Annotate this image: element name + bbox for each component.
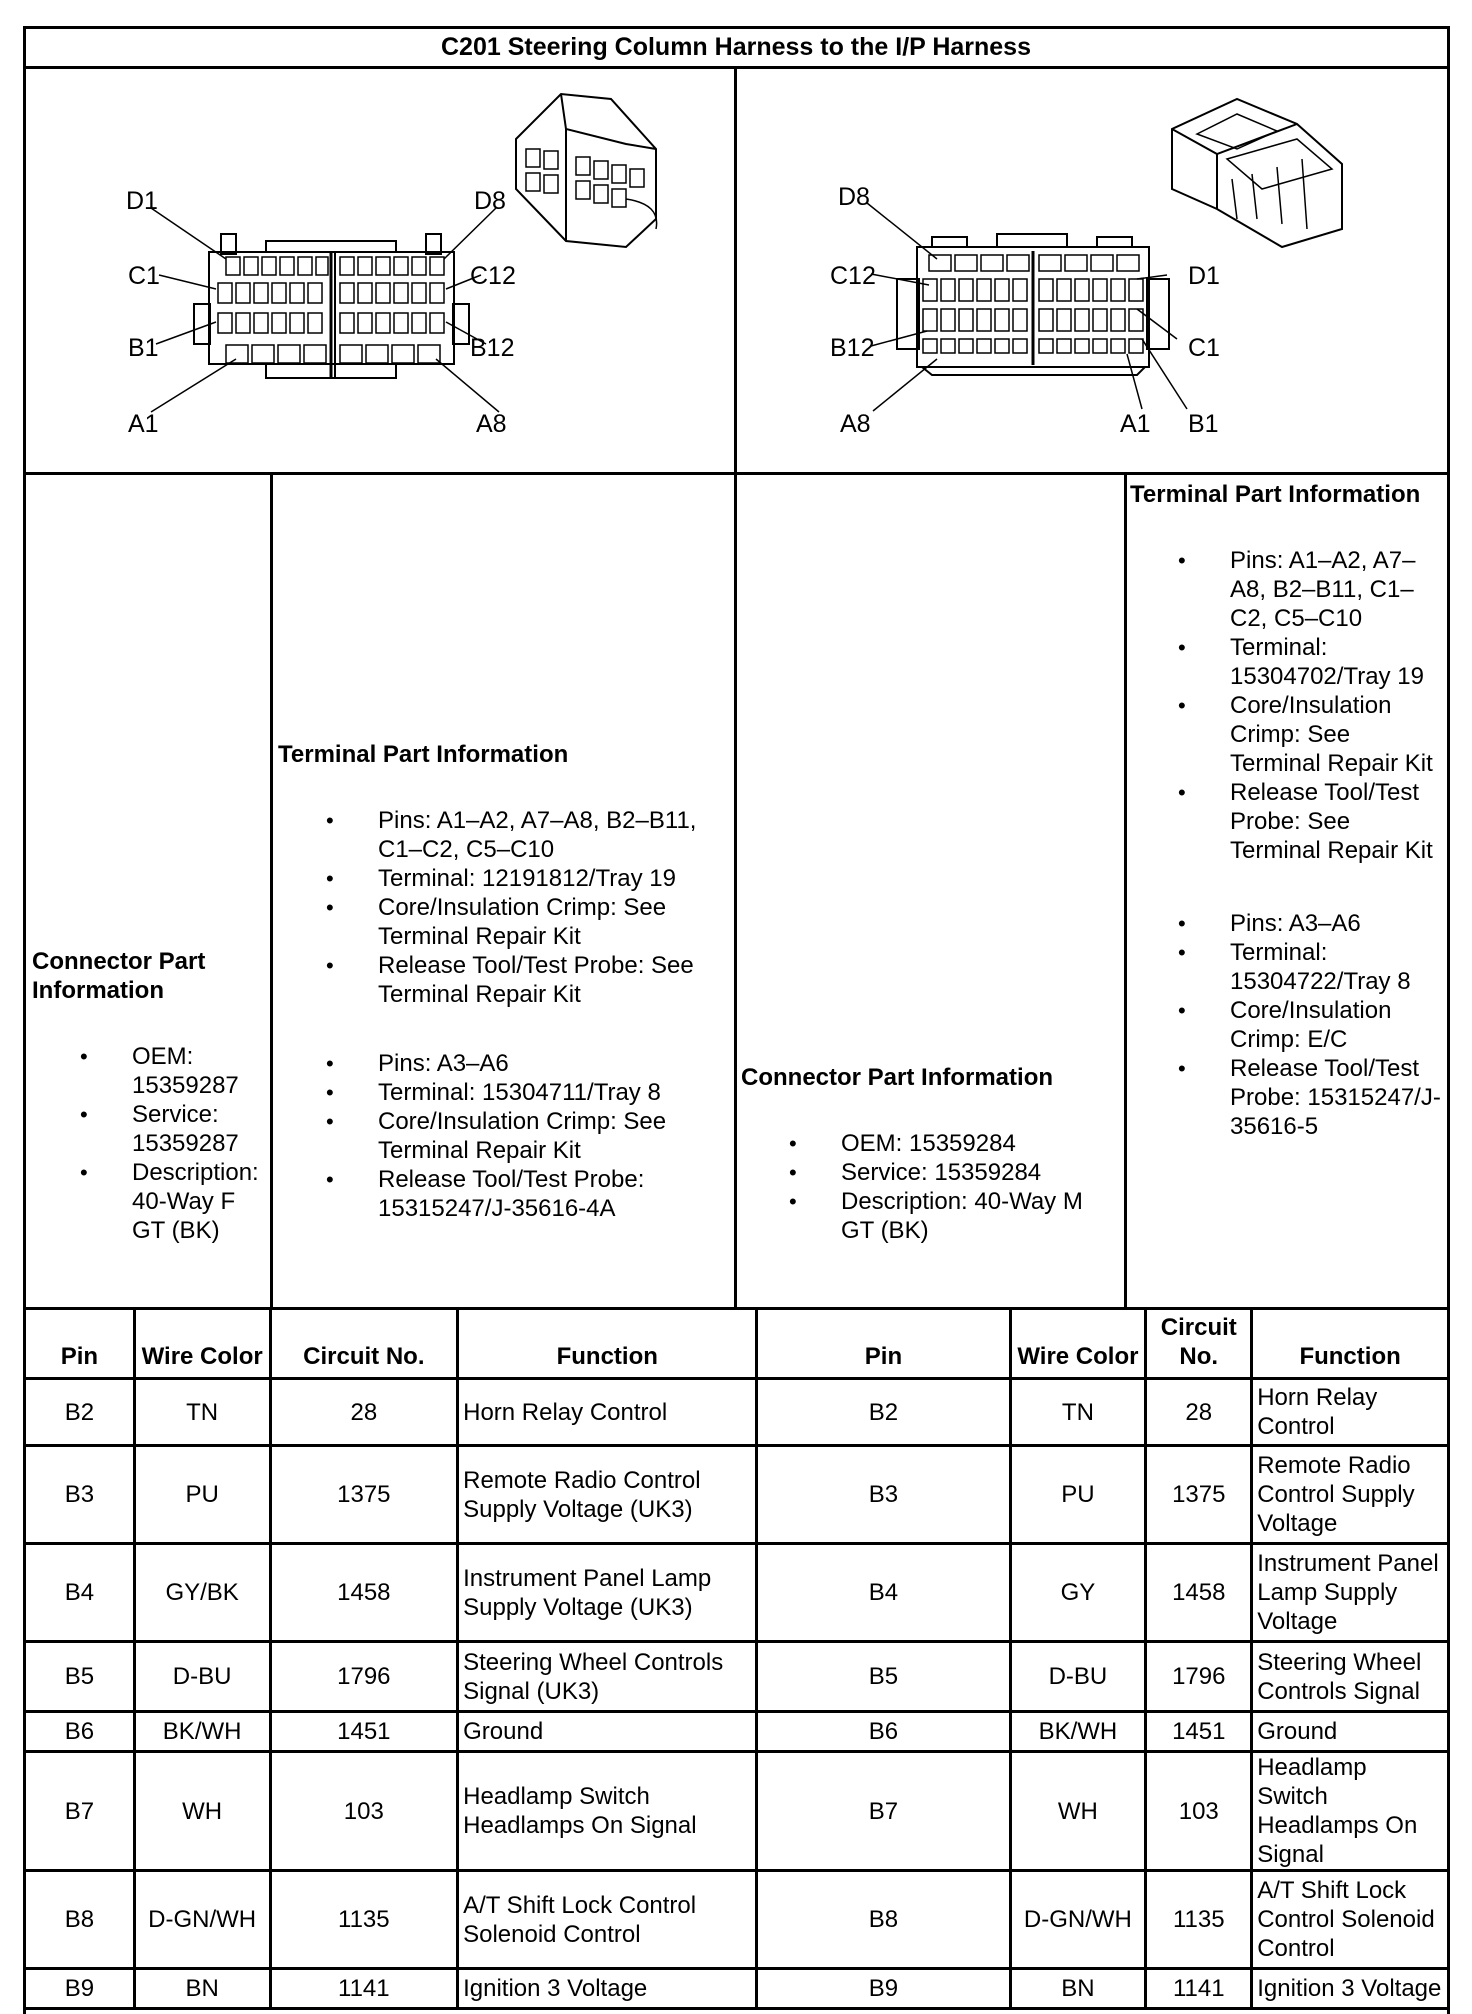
- right-label-d1: D1: [1188, 262, 1220, 290]
- pin-cell-right: B2: [757, 1379, 1010, 1446]
- left-label-d8: D8: [474, 187, 506, 215]
- function-cell: Ground: [458, 1712, 757, 1752]
- right-terminal-pins-1: • Pins: A1–A2, A7–A8, B2–B11, C1–C2, C5–C10: [1230, 546, 1446, 633]
- pin-cell-right: B3: [757, 1446, 1010, 1544]
- left-terminal-terminal-2: • Terminal: 15304711/Tray 8: [378, 1078, 728, 1107]
- function-cell-right: Ground: [1252, 1712, 1449, 1752]
- table-row: [25, 1969, 1449, 2009]
- header-wire-color-right: Wire Color: [1010, 1309, 1146, 1379]
- left-terminal-terminal-1: • Terminal: 12191812/Tray 19: [378, 864, 728, 893]
- left-terminal-crimp-1: • Core/Insulation Crimp: See Terminal Repair Kit: [378, 893, 728, 951]
- circuit-cell-right: 28: [1146, 1379, 1252, 1446]
- left-terminal-heading: Terminal Part Information: [278, 741, 569, 768]
- circuit-cell-right: 103: [1146, 1752, 1252, 1871]
- function-cell: Horn Relay Control: [458, 1379, 757, 1446]
- left-label-c12: C12: [470, 262, 516, 290]
- header-wire-color: Wire Color: [134, 1309, 270, 1379]
- wire-color-cell: PU: [134, 1446, 270, 1544]
- right-terminal-heading: Terminal Part Information: [1130, 481, 1421, 508]
- right-connector-description: • Description: 40-Way M GT (BK): [841, 1187, 1121, 1245]
- function-cell: A/T Shift Lock Control Solenoid Control: [458, 1871, 757, 1969]
- circuit-cell: 1458: [270, 1544, 458, 1642]
- circuit-cell-right: 1135: [1146, 1871, 1252, 1969]
- header-pin-right: Pin: [757, 1309, 1010, 1379]
- table-row: [25, 1379, 1449, 1446]
- header-pin: Pin: [25, 1309, 135, 1379]
- wire-color-cell-right: BK/WH: [1010, 1712, 1146, 1752]
- function-cell-right: Instrument Panel Lamp Supply Voltage: [1252, 1544, 1449, 1642]
- wire-color-cell: D-BU: [134, 1642, 270, 1712]
- table-row: [25, 1446, 1449, 1544]
- pin-cell-right: B9: [757, 1969, 1010, 2009]
- left-connector-heading: Connector Part Information: [32, 948, 206, 1004]
- right-connector-oem: • OEM: 15359284: [841, 1129, 1121, 1158]
- right-label-c1: C1: [1188, 334, 1220, 362]
- circuit-cell: 28: [270, 1379, 458, 1446]
- circuit-cell-right: 1451: [1146, 1712, 1252, 1752]
- left-connector-service: • Service: 15359287: [132, 1100, 264, 1158]
- left-terminal-tool-1: • Release Tool/Test Probe: See Terminal Repair Kit: [378, 951, 728, 1009]
- circuit-cell: 1796: [270, 1642, 458, 1712]
- pin-cell: B8: [25, 1871, 135, 1969]
- function-cell-right: A/T Shift Lock Control Solenoid Control: [1252, 1871, 1449, 1969]
- right-label-b12: B12: [830, 334, 875, 362]
- function-cell-right: Ignition 3 Voltage: [1252, 1969, 1449, 2009]
- circuit-cell-right: 1458: [1146, 1544, 1252, 1642]
- circuit-cell-right: 1375: [1146, 1446, 1252, 1544]
- right-terminal-crimp-1: • Core/Insulation Crimp: See Terminal Repair Kit: [1230, 691, 1446, 778]
- header-circuit: Circuit No.: [270, 1309, 458, 1379]
- function-cell-right: Remote Radio Control Supply Voltage: [1252, 1446, 1449, 1544]
- left-label-d1: D1: [126, 187, 158, 215]
- pin-cell-right: B8: [757, 1871, 1010, 1969]
- left-connector-info: [32, 947, 264, 1245]
- left-label-c1: C1: [128, 262, 160, 290]
- right-connector-service: • Service: 15359284: [841, 1158, 1121, 1187]
- header-function: Function: [458, 1309, 757, 1379]
- wire-color-cell: WH: [134, 1752, 270, 1871]
- right-terminal-crimp-2: • Core/Insulation Crimp: E/C: [1230, 996, 1446, 1054]
- function-cell-right: Steering Wheel Controls Signal: [1252, 1642, 1449, 1712]
- pin-cell: B6: [25, 1712, 135, 1752]
- table-row: [25, 1712, 1449, 1752]
- wire-color-cell-right: TN: [1010, 1379, 1146, 1446]
- left-label-b1: B1: [128, 334, 159, 362]
- circuit-cell: 1141: [270, 1969, 458, 2009]
- function-cell: Steering Wheel Controls Signal (UK3): [458, 1642, 757, 1712]
- function-cell-right: Headlamp Switch Headlamps On Signal: [1252, 1752, 1449, 1871]
- info-divider-3: [1124, 472, 1127, 1307]
- wire-color-cell: TN: [134, 1379, 270, 1446]
- circuit-cell: 103: [270, 1752, 458, 1871]
- page-title: C201 Steering Column Harness to the I/P Harness: [440, 32, 1031, 61]
- circuit-cell-right: 1141: [1146, 1969, 1252, 2009]
- left-terminal-pins-1: • Pins: A1–A2, A7–A8, B2–B11, C1–C2, C5–C10: [378, 806, 728, 864]
- pin-cell-right: B6: [757, 1712, 1010, 1752]
- pin-cell-right: B5: [757, 1642, 1010, 1712]
- right-connector-info: [741, 1063, 1121, 1245]
- wire-color-cell-right: PU: [1010, 1446, 1146, 1544]
- circuit-cell: 1451: [270, 1712, 458, 1752]
- right-label-b1: B1: [1188, 410, 1219, 438]
- left-connector-description: • Description: 40-Way F GT (BK): [132, 1158, 264, 1245]
- pin-cell: B7: [25, 1752, 135, 1871]
- left-label-a1: A1: [128, 410, 159, 438]
- right-connector-heading: Connector Part Information: [741, 1064, 1054, 1091]
- function-cell: Remote Radio Control Supply Voltage (UK3): [458, 1446, 757, 1544]
- pin-cell: B3: [25, 1446, 135, 1544]
- function-cell: Ignition 3 Voltage: [458, 1969, 757, 2009]
- pin-cell: B5: [25, 1642, 135, 1712]
- wire-color-cell-right: D-BU: [1010, 1642, 1146, 1712]
- info-divider-2: [734, 472, 737, 1307]
- left-label-a8: A8: [476, 410, 507, 438]
- function-cell: Instrument Panel Lamp Supply Voltage (UK3): [458, 1544, 757, 1642]
- left-terminal-pins-2: • Pins: A3–A6: [378, 1049, 728, 1078]
- wire-color-cell: BN: [134, 1969, 270, 2009]
- wire-color-cell: BK/WH: [134, 1712, 270, 1752]
- right-label-a8: A8: [840, 410, 871, 438]
- right-label-d8: D8: [838, 183, 870, 211]
- left-terminal-tool-2: • Release Tool/Test Probe: 15315247/J-35616-4A: [378, 1165, 728, 1223]
- pin-cell: B2: [25, 1379, 135, 1446]
- info-divider-1: [270, 472, 273, 1307]
- header-circuit-right: Circuit No.: [1146, 1309, 1252, 1379]
- left-label-b12: B12: [470, 334, 515, 362]
- table-row: [25, 1544, 1449, 1642]
- table-row: [25, 1871, 1449, 1969]
- circuit-cell-right: 1796: [1146, 1642, 1252, 1712]
- right-label-c12: C12: [830, 262, 876, 290]
- wire-color-cell: D-GN/WH: [134, 1871, 270, 1969]
- pin-cell: B4: [25, 1544, 135, 1642]
- pin-cell: B9: [25, 1969, 135, 2009]
- function-cell-right: Horn Relay Control: [1252, 1379, 1449, 1446]
- circuit-cell: 1135: [270, 1871, 458, 1969]
- pinout-body: [25, 1379, 1449, 2009]
- right-terminal-tool-2: • Release Tool/Test Probe: 15315247/J-35616-5: [1230, 1054, 1446, 1141]
- left-terminal-info: [278, 740, 728, 1223]
- right-terminal-info: [1130, 480, 1446, 1141]
- function-cell: Headlamp Switch Headlamps On Signal: [458, 1752, 757, 1871]
- pinout-table: [23, 1307, 1450, 2010]
- right-terminal-terminal-1: • Terminal: 15304702/Tray 19: [1230, 633, 1446, 691]
- wire-color-cell: GY/BK: [134, 1544, 270, 1642]
- table-row: [25, 1642, 1449, 1712]
- pin-cell-right: B4: [757, 1544, 1010, 1642]
- wire-color-cell-right: GY: [1010, 1544, 1146, 1642]
- right-terminal-terminal-2: • Terminal: 15304722/Tray 8: [1230, 938, 1446, 996]
- circuit-cell: 1375: [270, 1446, 458, 1544]
- left-connector-oem: • OEM: 15359287: [132, 1042, 264, 1100]
- right-label-a1: A1: [1120, 410, 1151, 438]
- wire-color-cell-right: D-GN/WH: [1010, 1871, 1146, 1969]
- pin-cell-right: B7: [757, 1752, 1010, 1871]
- header-function-right: Function: [1252, 1309, 1449, 1379]
- wire-color-cell-right: WH: [1010, 1752, 1146, 1871]
- right-terminal-tool-1: • Release Tool/Test Probe: See Terminal Repair Kit: [1230, 778, 1446, 865]
- right-terminal-pins-2: • Pins: A3–A6: [1230, 909, 1446, 938]
- wire-color-cell-right: BN: [1010, 1969, 1146, 2009]
- pinout-header-row: [25, 1309, 1449, 1379]
- left-terminal-crimp-2: • Core/Insulation Crimp: See Terminal Repair Kit: [378, 1107, 728, 1165]
- table-row: [25, 1752, 1449, 1871]
